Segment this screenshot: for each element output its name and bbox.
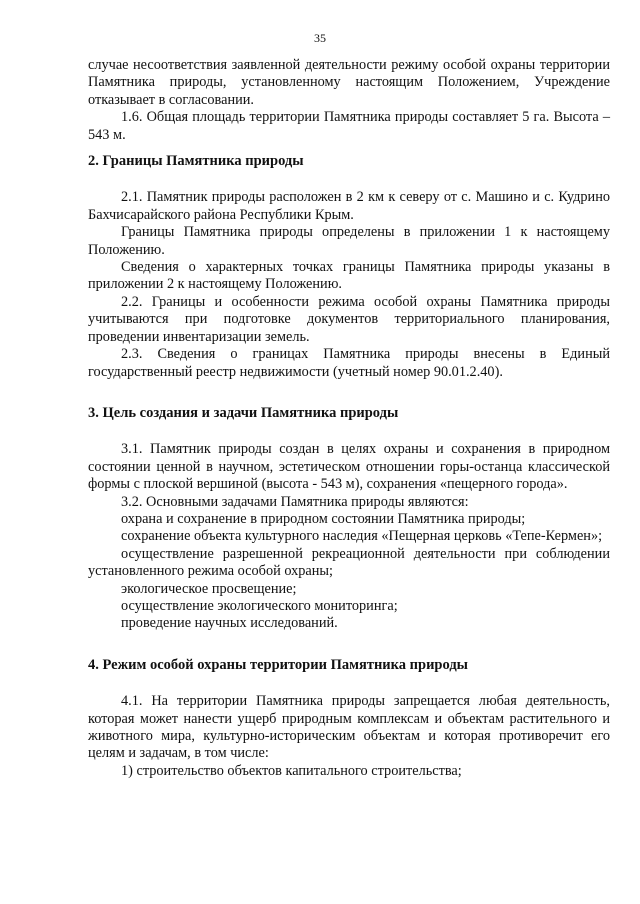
paragraph-continuation: случае несоответствия заявленной деятельности режиму особой охраны территории Памятника природы, установленному настоящим Положением, Учреждение отказывает в согласовании.	[88, 57, 610, 108]
paragraph-4-1: 4.1. На территории Памятника природы запрещается любая деятельность, которая может нанести ущерб природным комплексам и объектам растительного и животного мира, культурно-историческим объектам и которая противоречит его целям и задачам, в том числе:	[88, 693, 610, 762]
section-heading-2: 2. Границы Памятника природы	[88, 153, 304, 170]
paragraph-3-2: 3.2. Основными задачами Памятника природы являются:	[121, 493, 469, 510]
task-item: экологическое просвещение;	[121, 580, 297, 597]
task-item: осуществление разрешенной рекреационной деятельности при соблюдении установленного режима особой охраны;	[88, 545, 610, 580]
task-item: охрана и сохранение в природном состоянии Памятника природы;	[121, 510, 526, 527]
section-heading-4: 4. Режим особой охраны территории Памятника природы	[88, 656, 468, 673]
list-item-1: 1) строительство объектов капитального строительства;	[121, 762, 462, 779]
paragraph-2-2: 2.2. Границы и особенности режима особой охраны Памятника природы учитываются при подготовке документов территориального планирования, проведении инвентаризации земель.	[88, 293, 610, 345]
page-number: 35	[314, 31, 326, 45]
paragraph-2-3: 2.3. Сведения о границах Памятника природы внесены в Единый государственный реестр недвижимости (учетный номер 90.01.2.40).	[88, 346, 610, 380]
paragraph-2-1-borders: Границы Памятника природы определены в приложении 1 к настоящему Положению.	[88, 224, 610, 258]
task-item: осуществление экологического мониторинга;	[121, 597, 398, 614]
section-heading-3: 3. Цель создания и задачи Памятника природы	[88, 404, 399, 421]
paragraph-1-6: 1.6. Общая площадь территории Памятника природы составляет 5 га. Высота – 543 м.	[88, 109, 610, 143]
paragraph-2-1-points: Сведения о характерных точках границы Памятника природы указаны в приложении 2 к настоящему Положению.	[88, 259, 610, 293]
paragraph-3-1: 3.1. Памятник природы создан в целях охраны и сохранения в природном состоянии ценной в научном, эстетическом отношении горы-останца классической формы с плоской вершиной (высота - 543 м), сохранения «пещерного города».	[88, 441, 610, 493]
task-item: сохранение объекта культурного наследия «Пещерная церковь «Тепе-Кермен»;	[121, 528, 603, 545]
document-body	[88, 57, 610, 780]
task-item: проведение научных исследований.	[121, 615, 338, 632]
paragraph-2-1: 2.1. Памятник природы расположен в 2 км к северу от с. Машино и с. Кудрино Бахчисарайского района Республики Крым.	[88, 189, 610, 223]
